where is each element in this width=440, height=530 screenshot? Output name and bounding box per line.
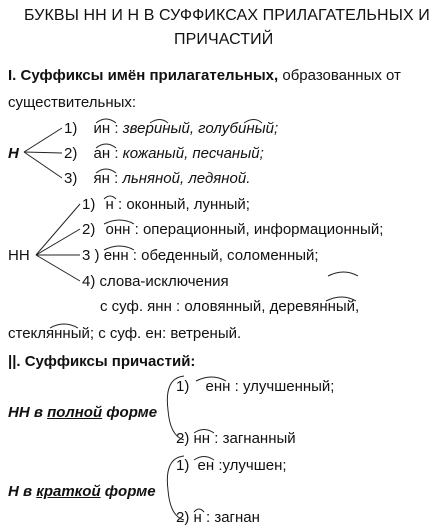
n-branch-line <box>24 152 62 178</box>
suffix: ен <box>197 457 215 474</box>
n-item-3: 3) ян : льняной, ледяной. <box>64 170 251 187</box>
examples: обеденный, соломенный; <box>141 247 319 264</box>
short-form-label-underlined: краткой <box>36 483 101 500</box>
nn-item-2: 2) онн : операционный, информационный; <box>82 221 384 238</box>
short-form-label-a: Н в <box>8 483 37 500</box>
suffix-arc <box>328 272 358 276</box>
nn-item-1: 1) н : оконный, лунный; <box>82 196 250 213</box>
examples: операционный, информационный; <box>142 221 384 238</box>
suffix-arc <box>194 430 214 434</box>
nn-label: НН <box>8 247 30 264</box>
short-item-2: 2) н : загнан <box>176 509 260 526</box>
suffix: ан <box>93 145 111 162</box>
item-number: 1) <box>176 378 190 395</box>
item-number: 3 ) <box>82 247 100 264</box>
n-branch-line <box>24 152 62 153</box>
nn-branch-line <box>36 255 80 281</box>
nn-branch-line <box>36 204 80 255</box>
suffix-arc <box>150 120 168 124</box>
title-line-1: БУКВЫ НН И Н В СУФФИКСАХ ПРИЛАГАТЕЛЬНЫХ И <box>24 7 430 24</box>
title-line-2: ПРИЧАСТИЙ <box>174 31 274 48</box>
suffix: н <box>105 196 114 213</box>
section1-heading-line2: существительных: <box>8 94 137 111</box>
suffix-arc <box>244 120 262 124</box>
item-number: 1) <box>82 196 96 213</box>
suffix-arc <box>50 324 78 328</box>
suffix-arc <box>96 144 116 148</box>
suffix-arcs <box>50 119 358 512</box>
examples: загнанный <box>222 430 296 447</box>
examples: кожаный, песчаный; <box>122 145 264 162</box>
item-number: 2) <box>82 221 96 238</box>
item-number: 2) <box>176 430 190 447</box>
suffix: нн <box>193 430 211 447</box>
nn-item-3: 3 ) енн : обеденный, соломенный; <box>82 247 319 264</box>
suffix-arc <box>194 457 214 461</box>
suffix-arc <box>96 119 116 123</box>
suffix: ин <box>93 120 111 137</box>
suffix: енн <box>205 378 231 395</box>
short-form-bracket <box>167 456 184 520</box>
suffix-arc <box>104 220 134 224</box>
short-form-label-b: форме <box>100 483 156 500</box>
item-number: 2) <box>64 145 78 162</box>
suffix-arc <box>104 246 134 250</box>
suffix-arc <box>326 297 356 301</box>
n-branch-line <box>24 128 62 152</box>
full-form-bracket <box>167 376 184 440</box>
examples: загнан <box>214 509 260 526</box>
full-item-2: 2) нн : загнанный <box>176 430 296 447</box>
suffix-arc <box>194 509 204 512</box>
examples: улучшенный; <box>242 378 335 395</box>
item-number: 3) <box>64 170 78 187</box>
item-number: 1) <box>64 120 78 137</box>
examples: оконный, лунный; <box>126 196 250 213</box>
section1-heading-rest: образованных от <box>278 67 401 84</box>
examples: льняной, ледяной. <box>122 170 251 187</box>
nn-branch-line <box>36 229 80 255</box>
full-form-label-a: НН в <box>8 404 48 421</box>
full-item-1: 1) енн : улучшенный; <box>176 378 335 395</box>
examples: звериный, голубиный; <box>122 120 279 137</box>
exceptions-line-2: стеклянный; с суф. ен: ветреный. <box>8 325 242 342</box>
n-item-1: 1) ин : звериный, голубиный; <box>64 120 279 137</box>
item-number: 1) <box>176 457 190 474</box>
suffix: ян <box>93 170 110 187</box>
n-item-2: 2) ан : кожаный, песчаный; <box>64 145 264 162</box>
section1-heading-bold: I. Суффиксы имён прилагательных, <box>8 67 279 84</box>
suffix-arc <box>104 196 116 199</box>
suffix: онн <box>105 221 131 238</box>
item-number: 2) <box>176 509 190 526</box>
full-form-label-b: форме <box>102 404 158 421</box>
suffix-arc <box>96 169 116 173</box>
n-label: Н <box>8 145 19 162</box>
exceptions-line-1: с суф. янн : оловянный, деревянный, <box>100 298 360 315</box>
nn-exceptions-label: 4) слова-исключения <box>82 273 229 290</box>
suffix: н <box>193 509 202 526</box>
section2-heading: ||. Суффиксы причастий: <box>8 353 196 370</box>
full-form-label-underlined: полной <box>47 404 103 421</box>
examples: :улучшен; <box>218 457 287 474</box>
suffix: енн <box>103 247 129 264</box>
suffix-arc <box>196 377 226 381</box>
